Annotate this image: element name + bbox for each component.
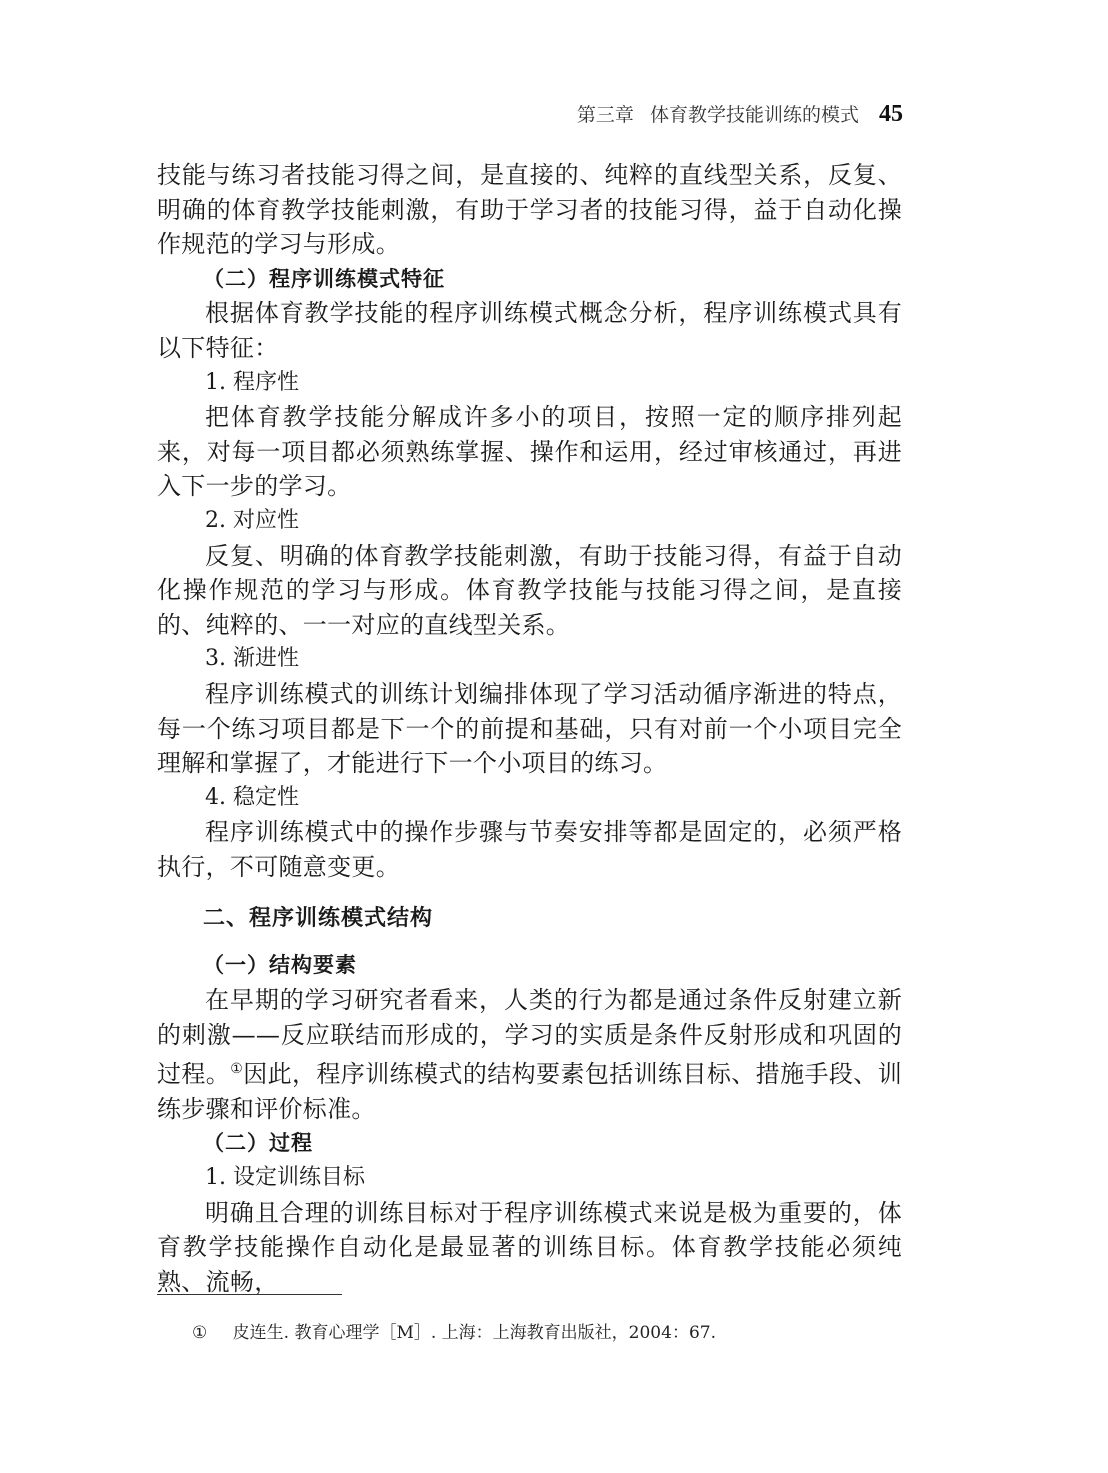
feature-2-text: 反复、明确的体育教学技能刺激，有助于技能习得，有益于自动化操作规范的学习与形成。体育教学技能与技能习得之间，是直接的、纯粹的、一一对应的直线型关系。 <box>157 541 902 639</box>
feature-3-text: 程序训练模式的训练计划编排体现了学习活动循序渐进的特点，每一个练习项目都是下一个的前提和基础，只有对前一个小项目完全理解和掌握了，才能进行下一个小项目的练习。 <box>157 679 902 778</box>
footnote <box>192 1318 716 1343</box>
running-header <box>577 100 903 128</box>
feature-3-title: 3. 渐进性 <box>205 646 299 672</box>
section-heading-structure: 二、程序训练模式结构 <box>203 906 434 932</box>
chapter-label: 第三章 <box>576 104 634 126</box>
step-1-text: 明确且合理的训练目标对于程序训练模式来说是极为重要的，体育教学技能操作自动化是最显著的训练目标。体育教学技能必须纯熟、流畅， <box>157 1198 902 1296</box>
paragraph-features-intro: 根据体育教学技能的程序训练模式概念分析，程序训练模式具有以下特征： <box>157 299 902 362</box>
elements-text-b: 因此，程序训练模式的结构要素包括训练目标、措施手段、训练步骤和评价标准。 <box>157 1060 902 1123</box>
paragraph-continuation: 技能与练习者技能习得之间，是直接的、纯粹的直线型关系，反复、明确的体育教学技能刺激，有助于学习者的技能习得，益于自动化操作规范的学习与形成。 <box>157 161 902 259</box>
footnote-reference: ① <box>230 1061 244 1078</box>
feature-4-title: 4. 稳定性 <box>205 784 299 810</box>
chapter-title: 体育教学技能训练的模式 <box>649 104 859 126</box>
page-body <box>157 158 902 1299</box>
footnote-text: 皮连生. 教育心理学［M］. 上海：上海教育出版社，2004：67. <box>232 1323 716 1343</box>
paragraph-elements <box>157 983 902 1126</box>
subheading-features: （二）程序训练模式特征 <box>203 266 445 291</box>
feature-2-title: 2. 对应性 <box>205 507 299 533</box>
subheading-process: （二）过程 <box>203 1131 313 1156</box>
feature-1-text: 把体育教学技能分解成许多小的项目，按照一定的顺序排列起来，对每一项目都必须熟练掌握、操作和运用，经过审核通过，再进入下一步的学习。 <box>157 403 902 501</box>
page-number: 45 <box>879 101 903 127</box>
subheading-elements: （一）结构要素 <box>203 953 357 978</box>
footnote-divider <box>157 1294 342 1295</box>
feature-1-title: 1. 程序性 <box>205 369 299 395</box>
elements-text-a: 在早期的学习研究者看来，人类的行为都是通过条件反射建立新的刺激——反应联结而形成的，学习的实质是条件反射形成和巩固的过程。 <box>157 986 902 1089</box>
footnote-marker: ① <box>192 1323 208 1343</box>
step-1-title: 1. 设定训练目标 <box>205 1165 365 1191</box>
feature-4-text: 程序训练模式中的操作步骤与节奏安排等都是固定的，必须严格执行，不可随意变更。 <box>157 818 902 881</box>
